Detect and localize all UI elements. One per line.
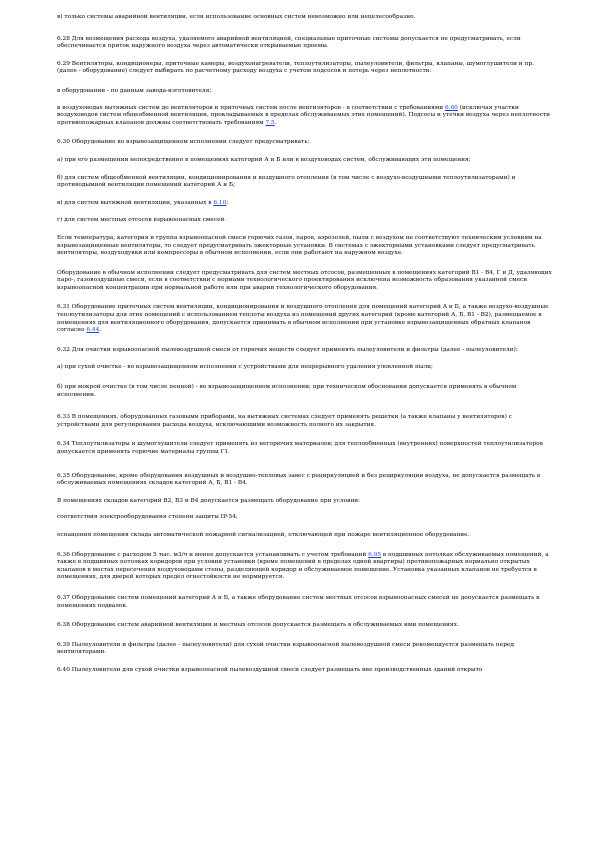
paragraph-p-13: [57, 304, 553, 334]
paragraph-text: в) только системы аварийной вентиляции, если использование основных систем невозможно или нецелесообразно.: [57, 14, 416, 20]
paragraph-p-24: [57, 595, 553, 610]
paragraph-text: в воздуховодах вытяжных систем до вентиляторов и приточных систем после вентиляторов - в соответствии с требованиями: [57, 104, 445, 111]
paragraph-text: в оборудовании - по данным завода-изготовителя;: [57, 87, 212, 94]
paragraph-p-12: [57, 270, 553, 293]
section-reference-link[interactable]: 6.95: [368, 551, 382, 558]
paragraph-p-17: [57, 414, 553, 429]
section-reference-link[interactable]: 6.44: [86, 327, 100, 334]
paragraph-text: 6.28 Для возмещения расхода воздуха, удаляемого аварийной вентиляцией, специальные приточные системы допускается не предусматривать, если обеспечивается приток наружного воздуха через автоматически открываемые проемы.: [57, 35, 521, 50]
paragraph-text: г) для систем местных отсосов взрывоопасных смесей.: [57, 217, 227, 224]
paragraph-p-02: [57, 36, 553, 51]
paragraph-text: в) для систем вытяжной вентиляции, указанных в: [57, 199, 214, 206]
paragraph-text: Оборудование в обычном исполнении следует предусматривать для систем местных отсосов, размещенных в помещениях категорий В1 - В4, Г и Д, удаляющих паро-, газовоздушные смеси, если в соответствии с нормами технологического проектирования исключена возможность образования указанной смеси взрывоопасной концентрации при нормальной работе или при аварии технологического оборудования.: [57, 269, 552, 291]
paragraph-text: 6.40 Пылеуловители для сухой очистки взрывоопасной пылевоздушной смеси следует размещать вне производственных зданий открыто: [57, 666, 483, 673]
paragraph-text: .: [99, 327, 102, 334]
paragraph-p-18: [57, 441, 553, 456]
paragraph-text: .: [274, 119, 277, 126]
section-reference-link[interactable]: 7.5: [265, 119, 275, 126]
paragraph-p-16: [57, 384, 553, 399]
paragraph-p-08: [57, 175, 553, 190]
paragraph-p-06: [57, 139, 553, 147]
section-reference-link[interactable]: 6.10: [213, 199, 227, 206]
paragraph-text: В помещениях складов категорий В2, В3 и В4 допускается размещать оборудование при условии:: [57, 497, 361, 504]
paragraph-text: 6.34 Теплоутилизаторы и шумоглушители следует применять из негорючих материалов; для теплообменных (внутренних) поверхностей теплоутилизаторов допускается применять горючие материалы группы Г1.: [57, 441, 543, 455]
paragraph-p-14: [57, 347, 553, 355]
paragraph-text: соответствия электрооборудования степени защиты IP-54;: [57, 514, 238, 521]
paragraph-p-26: [57, 642, 553, 657]
paragraph-p-03: [57, 61, 553, 76]
paragraph-text: 6.33 В помещениях, оборудованных газовыми приборами, на вытяжных системах следует применять решетки (а также клапаны у вентиляторов) с устройствами для регулирования расхода воздуха, исключающими возможность полного их закрытия.: [57, 414, 512, 428]
paragraph-text: а) при сухой очистке - во взрывозащищенном исполнении с устройствами для непрерывного удаления уловленной пыли;: [57, 364, 433, 371]
paragraph-p-04: [57, 88, 553, 96]
paragraph-p-21: [57, 514, 553, 522]
paragraph-text: 6.29 Вентиляторы, кондиционеры, приточные камеры, воздухонагреватели, теплоутилизаторы, пылеуловители, фильтры, клапаны, шумоглушители и пр. (далее - оборудование) следует выбирать по расчетному расходу воздуха с учетом подсосов и потерь через неплотности:: [57, 60, 534, 75]
paragraph-text: б) при мокрой очистке (в том числе пенной) - во взрывозащищенном исполнении; при техническом обосновании допускается применять в обычном исполнении.: [57, 384, 517, 398]
paragraph-p-10: [57, 217, 553, 225]
paragraph-p-19: [57, 473, 553, 488]
paragraph-text: (исключая участки воздуховодов систем общеобменной вентиляции, прокладываемых в пределах обслуживаемых этих помещений). Подсосы и утечки воздуха через неплотности противопожарных клапанов должны соответствовать требованиям: [57, 104, 550, 126]
paragraph-text: 6.36 Оборудование с расходом 5 тыс. м3/ч и менее допускается устанавливать с учетом требований: [57, 551, 369, 558]
paragraph-p-09: [57, 200, 553, 208]
paragraph-p-22: [57, 532, 553, 540]
paragraph-text: 6.31 Оборудование приточных систем вентиляции, кондиционирования и воздушного отопления для помещений категорий А и Б, а также воздухо-воздушные теплоутилизаторы для этих помещений с использованием теплоты воздуха из помещений других категорий (кроме категорий А, Б, В1 - В2), размещаемое в помещениях для вентиляционного оборудования, допускается принимать в обычном исполнении при установке взрывозащищенных обратных клапанов согласно: [57, 304, 549, 334]
paragraph-p-07: [57, 157, 553, 165]
paragraph-p-27: [57, 667, 553, 675]
paragraph-text: 6.35 Оборудование, кроме оборудования воздушных и воздушно-тепловых завес с рециркуляцией и без рециркуляции воздуха, не допускается размещать в обслуживаемых помещениях складов категорий А, Б, В1 - В4.: [57, 472, 541, 487]
paragraph-p-11: [57, 235, 553, 258]
document-page: [57, 14, 553, 675]
paragraph-p-01: [57, 14, 553, 22]
section-reference-link[interactable]: 6.60: [444, 104, 458, 111]
paragraph-p-25: [57, 622, 553, 630]
paragraph-text: в подшивных потолках обслуживаемых помещений, а также в подшивных потолках коридоров при условии установки (кроме помещений в пределах одной квартиры) противопожарных нормально открытых клапанов в местах пересечения воздуховодами стены, разделяющей коридор и обслуживаемое помещение. Установка указанных клапанов не требуется в помещениях, для дверей которых предел огнестойкости не нормируется.: [57, 551, 549, 581]
paragraph-text: 6.38 Оборудование систем аварийной вентиляции и местных отсосов допускается размещать в обслуживаемых ими помещениях.: [57, 622, 459, 629]
paragraph-text: б) для систем общеобменной вентиляции, кондиционирования и воздушного отопления (в том числе с воздухо-воздушными теплоутилизаторами) и противодымной вентиляции помещений категорий А и Б;: [57, 174, 516, 189]
paragraph-text: Если температура, категория и группа взрывоопасной смеси горючих газов, паров, аэрозолей, пыли с воздухом не соответствуют техническим условиям на взрывозащищенные вентиляторы, то следует предусматривать эжекторные установки. В системах с эжекторными установками следует предусматривать вентиляторы, воздуходувки или компрессоры в обычном исполнении, если они работают на наружном воздухе.: [57, 234, 542, 257]
paragraph-p-05: [57, 105, 553, 128]
paragraph-p-23: [57, 552, 553, 582]
paragraph-text: 6.37 Оборудование систем помещений категорий А и Б, а также оборудование систем местных отсосов взрывоопасных смесей не допускается размещать в помещениях подвалов.: [57, 594, 540, 609]
paragraph-p-15: [57, 364, 553, 372]
paragraph-text: 6.30 Оборудование во взрывозащищенном исполнении следует предусматривать:: [57, 139, 310, 146]
paragraph-text: а) при его размещении непосредственно в помещениях категорий А и Б или в воздуховодах систем, обслуживающих эти помещения;: [57, 156, 471, 163]
paragraph-p-20: [57, 498, 553, 506]
paragraph-text: 6.39 Пылеуловители и фильтры (далее - пылеуловители) для сухой очистки взрывоопасной пылевоздушной смеси рекомендуется размещать перед вентиляторами.: [57, 641, 514, 656]
paragraph-text: оснащения помещения склада автоматической пожарной сигнализацией, отключающей при пожаре вентиляционное оборудование.: [57, 531, 470, 538]
paragraph-text: 6.32 Для очистки взрывоопасной пылевоздушной смеси от горючих веществ следует применять пылеуловители и фильтры (далее - пылеуловители):: [57, 346, 518, 353]
paragraph-text: ;: [226, 199, 229, 206]
